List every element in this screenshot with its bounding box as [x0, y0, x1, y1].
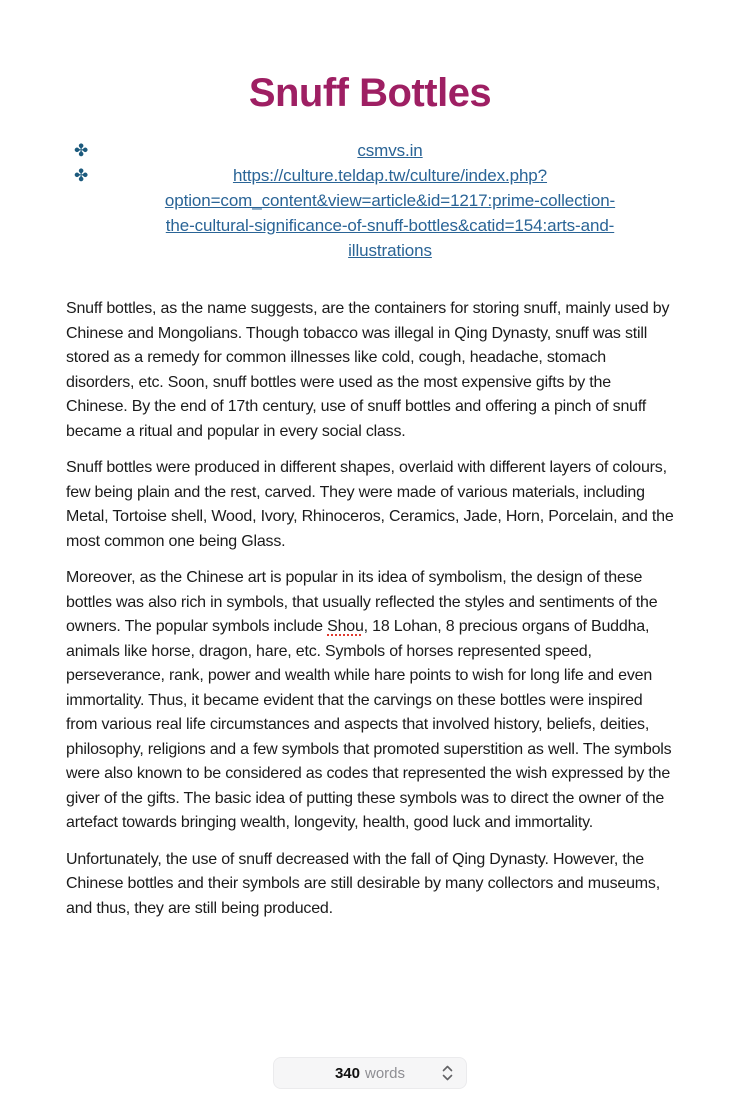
- paragraph-2: [66, 456, 674, 554]
- paragraph-3-text-after: , 18 Lohan, 8 precious organs of Buddha, animals like horse, dragon, hare, etc. Symbols of horses represented speed, perseverance, rank, power and wealth while hare points to wish for long life and even immortality. Thus, it became evident that the carvings on these bottles were inspired from various real life circumstances and aspects that involved history, beliefs, deities, philosophy, religions and a few symbols that promoted superstition as well. The symbols were also known to be considered as codes that represented the wish expressed by the giver of the gifts. The basic idea of putting these symbols was to direct the owner of the artefact towards bringing wealth, longevity, health, good luck and immortality.: [66, 618, 672, 831]
- source-links-list: [64, 138, 676, 263]
- word-count-pill[interactable]: [273, 1057, 467, 1089]
- paragraph-4-text: Unfortunately, the use of snuff decreased with the fall of Qing Dynasty. However, the Chinese bottles and their symbols are still desirable by many collectors and museums, and thus, they are still being produced.: [66, 850, 660, 917]
- document-title: Snuff Bottles: [248, 71, 492, 115]
- word-count-label: words: [365, 1064, 406, 1082]
- link-text-line[interactable]: the-cultural-significance-of-snuff-bottles&catid=154:arts-and-: [165, 216, 615, 235]
- paragraph-1-text: Snuff bottles, as the name suggests, are the containers for storing snuff, mainly used by Chinese and Mongolians. Though tobacco was illegal in Qing Dynasty, snuff was still stored as a remedy for common illnesses like cold, cough, headache, stomach disorders, etc. Soon, snuff bottles were used as the most expensive gifts by the Chinese. By the end of 17th century, use of snuff bottles and offering a pinch of snuff became a ritual and popular in every social class.: [66, 300, 670, 440]
- link-teldap[interactable]: [104, 163, 676, 263]
- link-text-line[interactable]: illustrations: [348, 241, 432, 260]
- paragraph-1: [66, 297, 674, 444]
- link-text-line[interactable]: https://culture.teldap.tw/culture/index.php?: [232, 166, 548, 185]
- link-csmvs[interactable]: [104, 138, 676, 163]
- paragraph-2-text: Snuff bottles were produced in different shapes, overlaid with different layers of colours, few being plain and the rest, carved. They were made of various materials, including Metal, Tortoise shell, Wood, Ivory, Rhinoceros, Ceramics, Jade, Horn, Porcelain, and the most common one being Glass.: [66, 459, 674, 550]
- misspelled-word: Shou: [327, 618, 364, 635]
- document-page: [0, 70, 740, 1093]
- list-item: [64, 138, 676, 163]
- paragraph-3: [66, 566, 674, 836]
- paragraph-4: [66, 848, 674, 922]
- link-text[interactable]: csmvs.in: [357, 141, 423, 160]
- list-item: [64, 163, 676, 263]
- stepper-chevrons-icon[interactable]: [442, 1065, 453, 1081]
- clover-bullet-icon: ✤: [74, 141, 89, 160]
- paragraph-3-text-before: Moreover, as the Chinese art is popular in its idea of symbolism, the design of these bottles was also rich in symbols, that usually reflected the styles and sentiments of the owners. The popular symbols include: [66, 569, 658, 635]
- link-text-line[interactable]: option=com_content&view=article&id=1217:prime-collection-: [164, 191, 616, 210]
- document-body: [66, 297, 674, 921]
- clover-bullet-icon: ✤: [74, 166, 89, 185]
- word-count-value: 340: [334, 1064, 360, 1082]
